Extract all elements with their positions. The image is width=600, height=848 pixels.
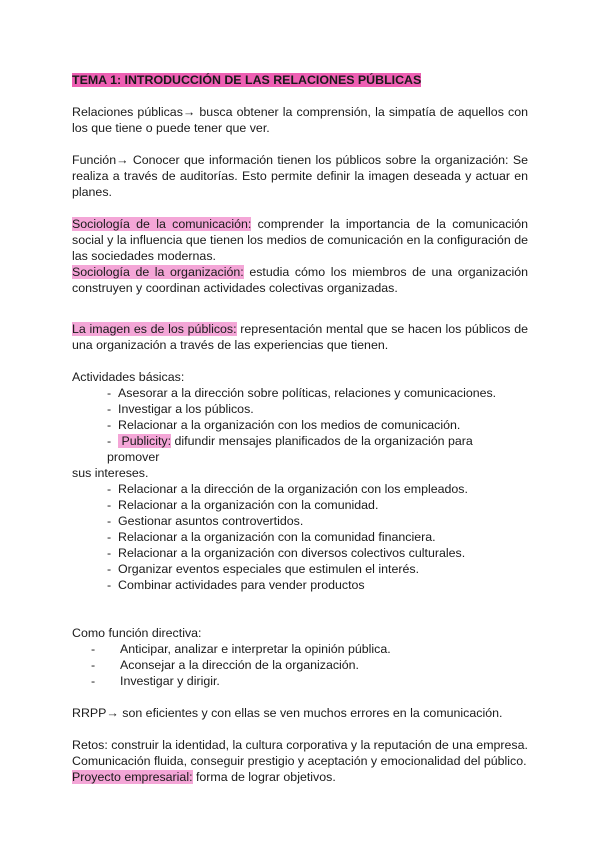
term-proyecto: Proyecto empresarial: bbox=[72, 770, 193, 784]
list-item: - Investigar a los públicos. bbox=[107, 402, 254, 416]
list-item: - Relacionar a la organización con la comunidad. bbox=[107, 498, 379, 512]
function-list bbox=[72, 641, 528, 689]
term-sociologia-comunicacion: Sociología de la comunicación: bbox=[72, 217, 252, 231]
document-title bbox=[72, 72, 528, 88]
list-item: - Asesorar a la dirección sobre políticas, relaciones y comunicaciones. bbox=[107, 386, 497, 400]
title-text: TEMA 1: INTRODUCCIÓN DE LAS RELACIONES PÚBLICAS bbox=[72, 73, 422, 87]
paragraph-relaciones: Relaciones públicas→ busca obtener la comprensión, la simpatía de aquellos con los que tiene o puede tener que ver. bbox=[72, 105, 528, 135]
list-item: - Combinar actividades para vender productos bbox=[107, 578, 365, 592]
list-item-publicity: - Publicity: difundir mensajes planificados de la organización para promover sus intereses. bbox=[72, 434, 473, 480]
list-item: - Investigar y dirigir. bbox=[91, 674, 220, 688]
paragraph-imagen bbox=[72, 321, 528, 353]
list-item: - Organizar eventos especiales que estimulen el interés. bbox=[107, 562, 420, 576]
list-item: - Gestionar asuntos controvertidos. bbox=[107, 514, 304, 528]
paragraph-retos: Retos: construir la identidad, la cultura corporativa y la reputación de una empresa. bbox=[72, 738, 528, 752]
paragraph-sociologia-organizacion bbox=[72, 264, 528, 296]
term-publicity: Publicity: bbox=[118, 434, 171, 448]
list-item: - Anticipar, analizar e interpretar la opinión pública. bbox=[91, 642, 391, 656]
activities-list bbox=[72, 385, 528, 593]
paragraph-rrpp: RRPP→ son eficientes y con ellas se ven muchos errores en la comunicación. bbox=[72, 706, 503, 720]
paragraph-funcion: Función→ Conocer que información tienen los públicos sobre la organización: Se realiza a través de auditorías. Esto permite definir la imagen deseada y actuar en planes. bbox=[72, 153, 528, 199]
def-proyecto: forma de lograr objetivos. bbox=[192, 770, 336, 784]
def-sociologia-comunicacion: comprender la importancia de la comunicación social y la influencia que tienen los medios de comunicación en la configuración de las sociedades modernas. bbox=[72, 217, 528, 263]
list-item: - Relacionar a la organización con la comunidad financiera. bbox=[107, 530, 436, 544]
term-imagen: La imagen es de los públicos: bbox=[72, 322, 237, 336]
document-page bbox=[72, 72, 528, 785]
paragraph-comunicacion: Comunicación fluida, conseguir prestigio y aceptación y emocionalidad del público. bbox=[72, 754, 527, 768]
term-sociologia-organizacion: Sociología de la organización: bbox=[72, 265, 244, 279]
paragraph-proyecto bbox=[72, 769, 528, 785]
list-item: - Relacionar a la organización con diversos colectivos culturales. bbox=[107, 546, 466, 560]
list-item: - Aconsejar a la dirección de la organización. bbox=[91, 658, 360, 672]
list-item: - Relacionar a la dirección de la organización con los empleados. bbox=[107, 482, 468, 496]
list-item: - Relacionar a la organización con los medios de comunicación. bbox=[107, 418, 461, 432]
paragraph-sociologia-comunicacion bbox=[72, 216, 528, 264]
def-imagen: representación mental que se hacen los públicos de una organización a través de las experiencias que tienen. bbox=[72, 322, 528, 352]
activities-heading: Actividades básicas: bbox=[72, 370, 185, 384]
def-sociologia-organizacion: estudia cómo los miembros de una organización construyen y coordinan actividades colectivas organizadas. bbox=[72, 265, 528, 295]
function-heading: Como función directiva: bbox=[72, 626, 202, 640]
